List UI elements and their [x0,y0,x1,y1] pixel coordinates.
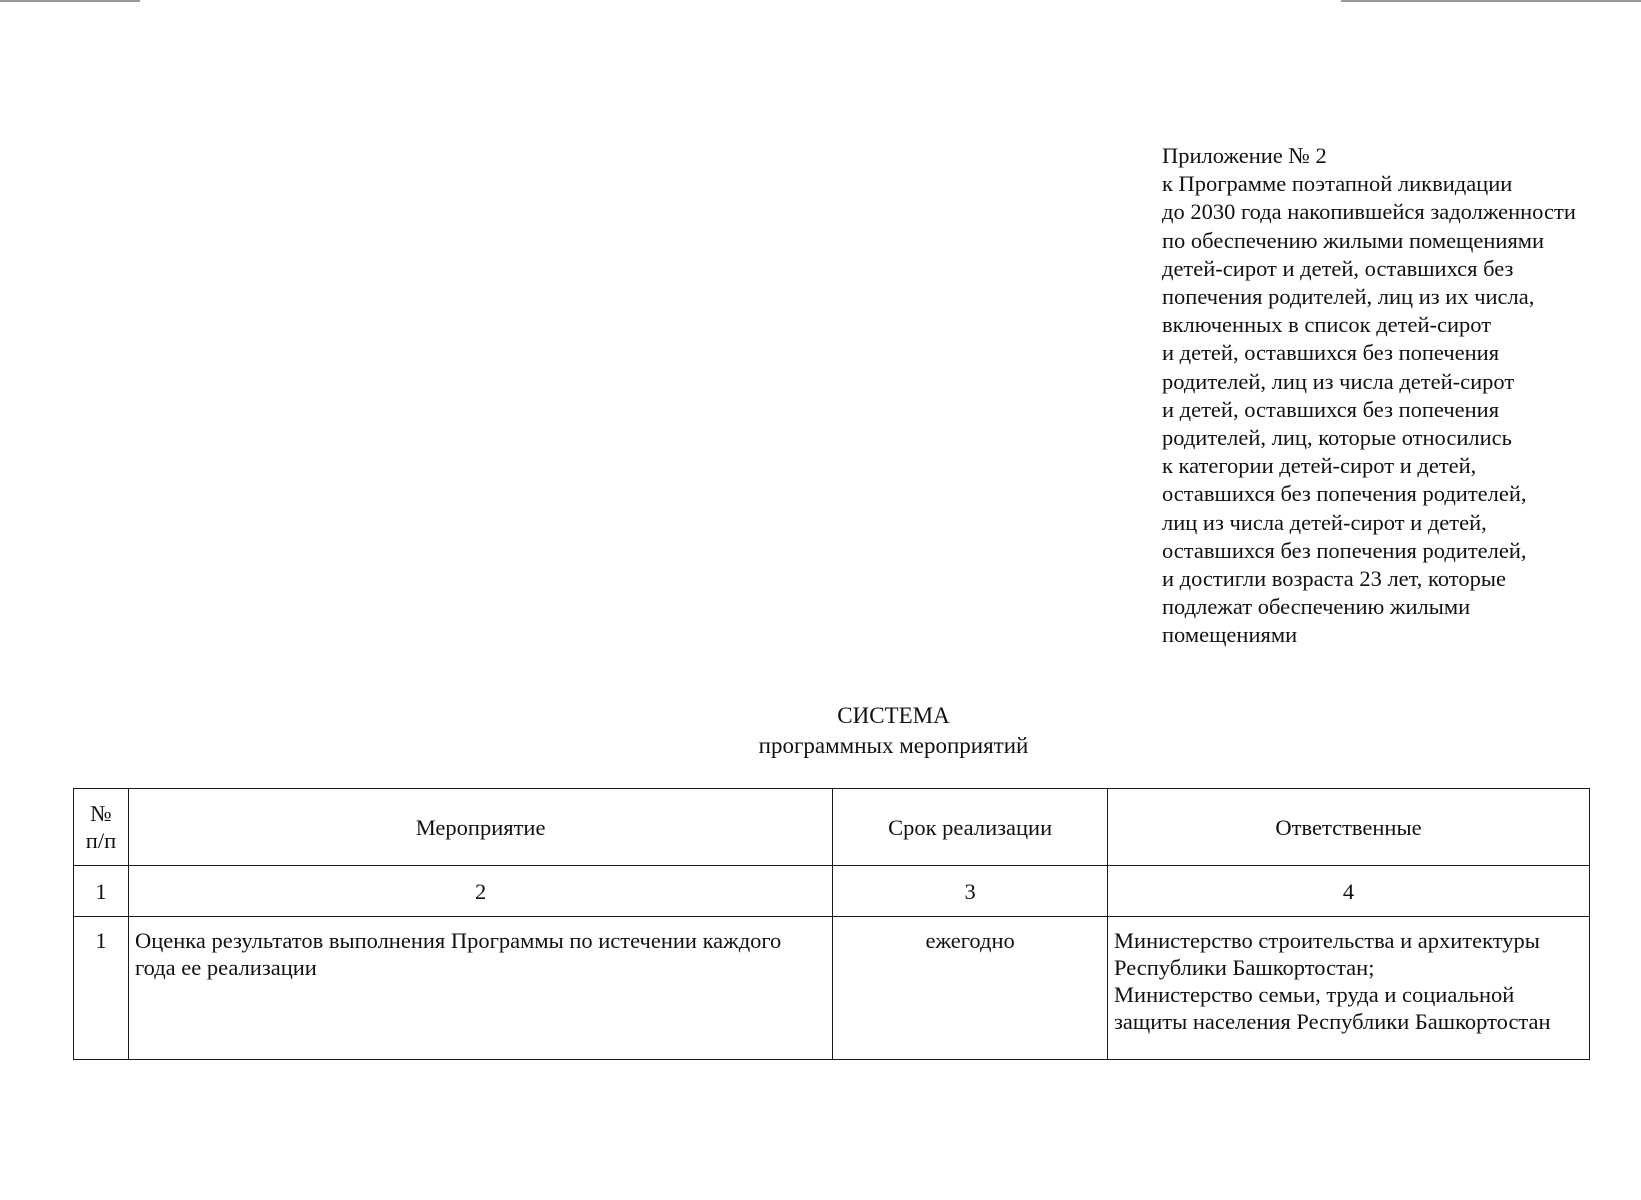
appendix-line: по обеспечению жилыми помещениями [1162,227,1545,253]
table-header-row [74,789,1590,866]
column-index-row [74,866,1590,917]
responsible-line: защиты населения Республики Башкортостан [1114,1009,1551,1034]
appendix-line: детей-сирот и детей, оставшихся без [1162,255,1514,281]
appendix-line: Приложение № 2 [1162,143,1327,168]
column-index-cell: 1 [74,866,129,917]
appendix-line: оставшихся без попечения родителей, [1162,481,1527,507]
row-term: ежегодно [833,917,1108,1060]
row-event: Оценка результатов выполнения Программы по истечении каждого года ее реализации [128,917,832,1060]
header-responsible: Ответственные [1108,789,1590,866]
table-row [74,917,1590,1060]
appendix-line: и детей, оставшихся без попечения [1162,396,1500,422]
appendix-line: и детей, оставшихся без попечения [1162,340,1500,366]
column-index-cell: 4 [1108,866,1590,917]
document-title: СИСТЕМА [837,703,950,728]
appendix-line: и достигли возраста 23 лет, которые [1162,566,1506,592]
responsible-line: Министерство строительства и архитектуры [1114,928,1540,953]
column-index-cell: 3 [833,866,1108,917]
appendix-line: подлежат обеспечению жилыми [1162,594,1471,620]
scan-edge-left [0,0,140,2]
header-number-abbr: п/п [85,828,117,853]
program-events-table [73,788,1590,1060]
header-event: Мероприятие [128,789,832,866]
header-number-symbol: № [90,801,112,826]
appendix-line: к категории детей-сирот и детей, [1162,453,1477,479]
header-term: Срок реализации [833,789,1108,866]
appendix-note [1162,142,1622,650]
appendix-line: попечения родителей, лиц из их числа, [1162,284,1535,310]
responsible-line: Министерство семьи, труда и социальной [1114,982,1515,1007]
header-number [74,789,129,866]
appendix-line: до 2030 года накопившейся задолженности [1162,199,1576,225]
appendix-line: помещениями [1162,622,1298,648]
row-responsible [1108,917,1590,1060]
scan-edge-right [1341,0,1641,2]
appendix-line: лиц из числа детей-сирот и детей, [1162,509,1487,535]
appendix-line: родителей, лиц, которые относились [1162,425,1512,451]
document-subtitle: программных мероприятий [758,733,1029,758]
appendix-line: оставшихся без попечения родителей, [1162,537,1527,563]
row-number: 1 [74,917,129,1060]
responsible-line: Республики Башкортостан; [1114,955,1375,980]
appendix-line: включенных в список детей-сирот [1162,312,1492,338]
column-index-cell: 2 [128,866,832,917]
appendix-line: к Программе поэтапной ликвидации [1162,171,1513,197]
appendix-line: родителей, лиц из числа детей-сирот [1162,368,1515,394]
